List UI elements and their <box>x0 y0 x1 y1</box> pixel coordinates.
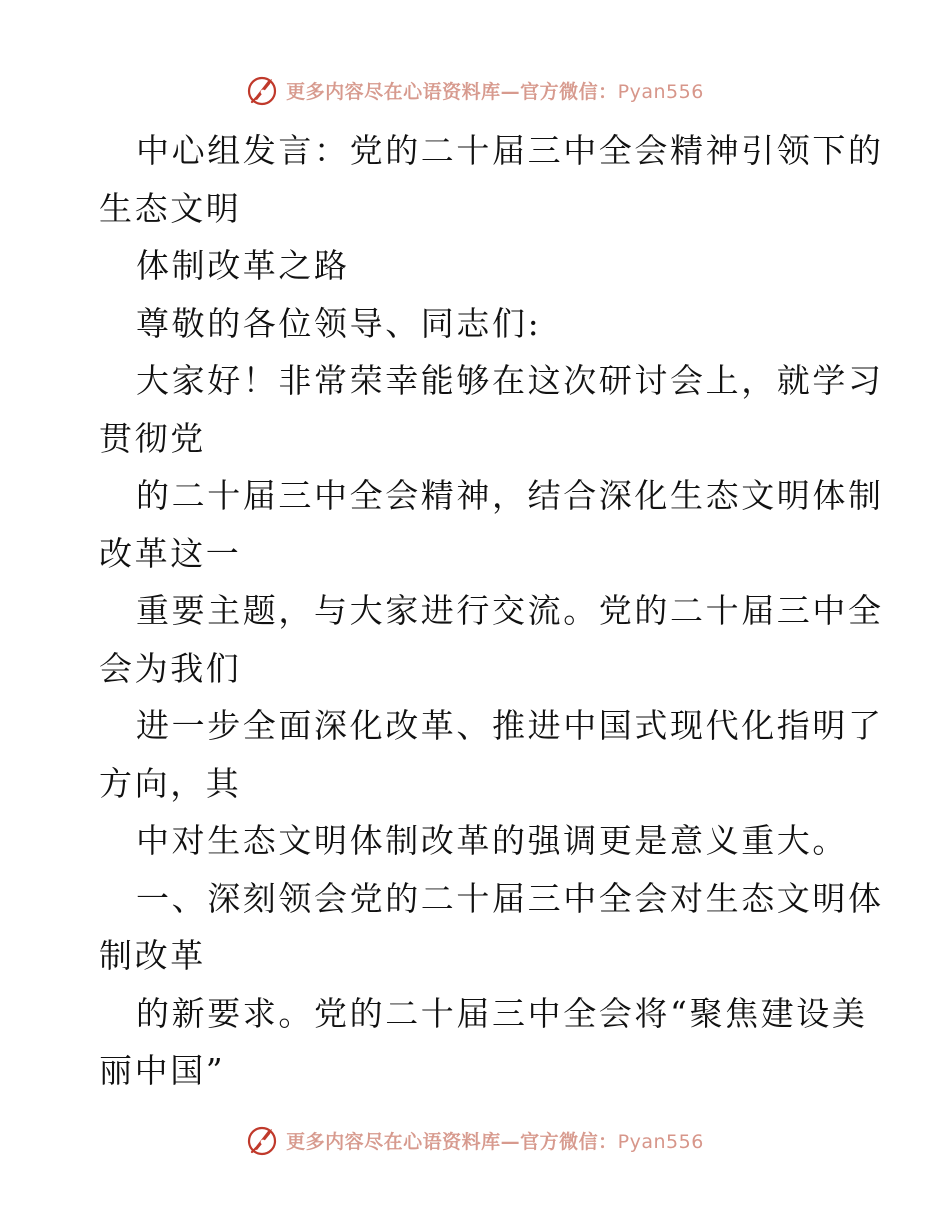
text-line: 的二十届三中全会精神，结合深化生态文明体制 <box>136 476 884 515</box>
text-line: 中心组发言：党的二十届三中全会精神引领下的 <box>136 131 884 170</box>
header-banner <box>0 70 950 110</box>
quill-pen-logo-icon <box>246 1123 280 1157</box>
banner-text: 更多内容尽在心语资料库—官方微信：Pyan556 <box>286 80 704 103</box>
text-line: 进一步全面深化改革、推进中国式现代化指明了 <box>136 706 884 745</box>
footer-banner <box>0 1120 950 1160</box>
text-line: 方向，其 <box>99 763 242 803</box>
text-line: 丽中国” <box>99 1051 226 1090</box>
text-line: 制改革 <box>99 936 206 975</box>
wechat-id: Pyan556 <box>617 1130 704 1153</box>
text-line: 体制改革之路 <box>136 246 350 285</box>
text-line: 会为我们 <box>99 648 242 688</box>
text-line: 尊敬的各位领导、同志们: <box>136 303 542 343</box>
text-line: 重要主题，与大家进行交流。党的二十届三中全 <box>136 591 884 630</box>
text-line: 中对生态文明体制改革的强调更是意义重大。 <box>136 821 848 860</box>
text-line: 大家好！非常荣幸能够在这次研讨会上，就学习 <box>136 361 884 400</box>
text-line: 改革这一 <box>99 533 242 573</box>
text-line: 贯彻党 <box>99 418 206 458</box>
wechat-id: Pyan556 <box>617 80 704 103</box>
document-body <box>99 122 884 1100</box>
text-line: 生态文明 <box>99 188 242 228</box>
banner-text: 更多内容尽在心语资料库—官方微信：Pyan556 <box>286 1130 704 1153</box>
text-line: 的新要求。党的二十届三中全会将“聚焦建设美 <box>136 993 868 1033</box>
quill-pen-logo-icon <box>246 73 280 107</box>
text-line: 一、深刻领会党的二十届三中全会对生态文明体 <box>136 878 884 918</box>
